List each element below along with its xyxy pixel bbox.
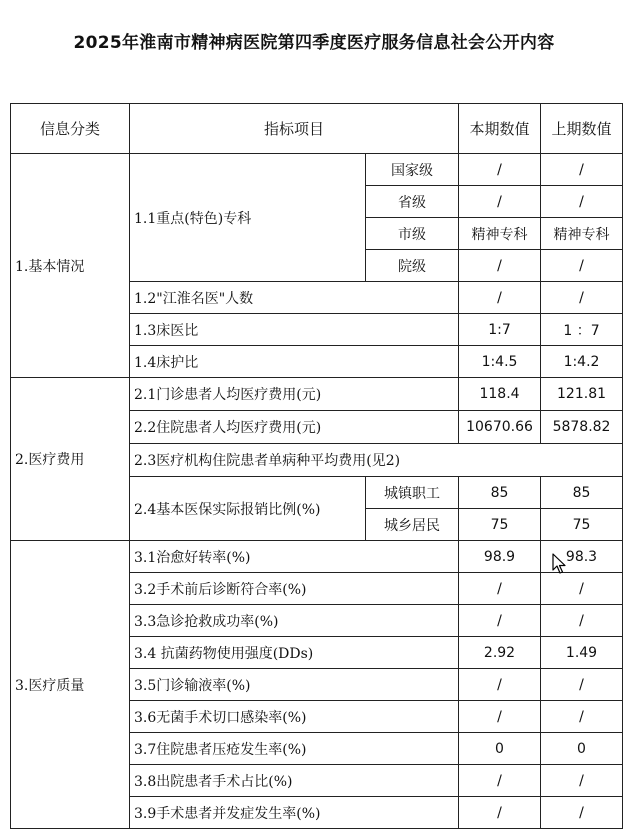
indicator-label: 3.2手术前后诊断符合率(%) <box>130 573 459 605</box>
level-label: 市级 <box>366 218 459 250</box>
indicator-label: 2.4基本医保实际报销比例(%) <box>130 477 366 541</box>
indicator-label: 3.8出院患者手术占比(%) <box>130 765 459 797</box>
previous-value: 75 <box>541 509 623 541</box>
previous-value: / <box>541 186 623 218</box>
indicator-label: 3.4 抗菌药物使用强度(DDs) <box>130 637 459 669</box>
category-cost: 2.医疗费用 <box>11 378 130 541</box>
table-row <box>11 378 623 411</box>
current-value: 118.4 <box>459 378 541 411</box>
previous-value: / <box>541 154 623 186</box>
current-value: 精神专科 <box>459 218 541 250</box>
header-current: 本期数值 <box>459 104 541 154</box>
previous-value: 0 <box>541 733 623 765</box>
indicator-label: 2.3医疗机构住院患者单病种平均费用(见2) <box>130 444 623 477</box>
table-row <box>11 154 623 186</box>
current-value: / <box>459 282 541 314</box>
indicator-label: 1.4床护比 <box>130 346 459 378</box>
current-value: / <box>459 701 541 733</box>
current-value: 98.9 <box>459 541 541 573</box>
header-category: 信息分类 <box>11 104 130 154</box>
previous-value: 1:4.2 <box>541 346 623 378</box>
insurance-type: 城乡居民 <box>366 509 459 541</box>
header-previous: 上期数值 <box>541 104 623 154</box>
previous-value: / <box>541 282 623 314</box>
current-value: 0 <box>459 733 541 765</box>
table-row <box>11 541 623 573</box>
current-value: 10670.66 <box>459 411 541 444</box>
indicator-label: 3.7住院患者压疮发生率(%) <box>130 733 459 765</box>
previous-value: 98.3 <box>541 541 623 573</box>
indicator-label: 3.3急诊抢救成功率(%) <box>130 605 459 637</box>
current-value: / <box>459 154 541 186</box>
current-value: 2.92 <box>459 637 541 669</box>
page-title: 2025年淮南市精神病医院第四季度医疗服务信息社会公开内容 <box>73 33 555 53</box>
current-value: 75 <box>459 509 541 541</box>
current-value: / <box>459 669 541 701</box>
previous-value: / <box>541 605 623 637</box>
current-value: / <box>459 765 541 797</box>
indicator-label: 2.2住院患者人均医疗费用(元) <box>130 411 459 444</box>
info-table <box>10 103 623 829</box>
indicator-label: 3.1治愈好转率(%) <box>130 541 459 573</box>
current-value: / <box>459 797 541 829</box>
indicator-label: 2.1门诊患者人均医疗费用(元) <box>130 378 459 411</box>
indicator-label: 3.5门诊输液率(%) <box>130 669 459 701</box>
indicator-label: 1.3床医比 <box>130 314 459 346</box>
previous-value: 精神专科 <box>541 218 623 250</box>
previous-value: 5878.82 <box>541 411 623 444</box>
indicator-label: 1.1重点(特色)专科 <box>130 154 366 282</box>
current-value: / <box>459 186 541 218</box>
previous-value: 1.49 <box>541 637 623 669</box>
indicator-label: 3.9手术患者并发症发生率(%) <box>130 797 459 829</box>
previous-value: / <box>541 573 623 605</box>
current-value: / <box>459 605 541 637</box>
mouse-cursor-icon <box>552 553 566 575</box>
previous-value: / <box>541 797 623 829</box>
current-value: / <box>459 250 541 282</box>
level-label: 国家级 <box>366 154 459 186</box>
category-quality: 3.医疗质量 <box>11 541 130 829</box>
previous-value: / <box>541 701 623 733</box>
level-label: 省级 <box>366 186 459 218</box>
previous-value: / <box>541 250 623 282</box>
previous-value: 121.81 <box>541 378 623 411</box>
level-label: 院级 <box>366 250 459 282</box>
previous-value: / <box>541 669 623 701</box>
header-indicator: 指标项目 <box>130 104 459 154</box>
previous-value: 1 ：7 <box>541 314 623 346</box>
indicator-label: 3.6无菌手术切口感染率(%) <box>130 701 459 733</box>
current-value: / <box>459 573 541 605</box>
previous-value: / <box>541 765 623 797</box>
current-value: 1:4.5 <box>459 346 541 378</box>
current-value: 1:7 <box>459 314 541 346</box>
header-row <box>11 104 623 154</box>
indicator-label: 1.2"江淮名医"人数 <box>130 282 459 314</box>
current-value: 85 <box>459 477 541 509</box>
insurance-type: 城镇职工 <box>366 477 459 509</box>
previous-value: 85 <box>541 477 623 509</box>
category-basic: 1.基本情况 <box>11 154 130 378</box>
